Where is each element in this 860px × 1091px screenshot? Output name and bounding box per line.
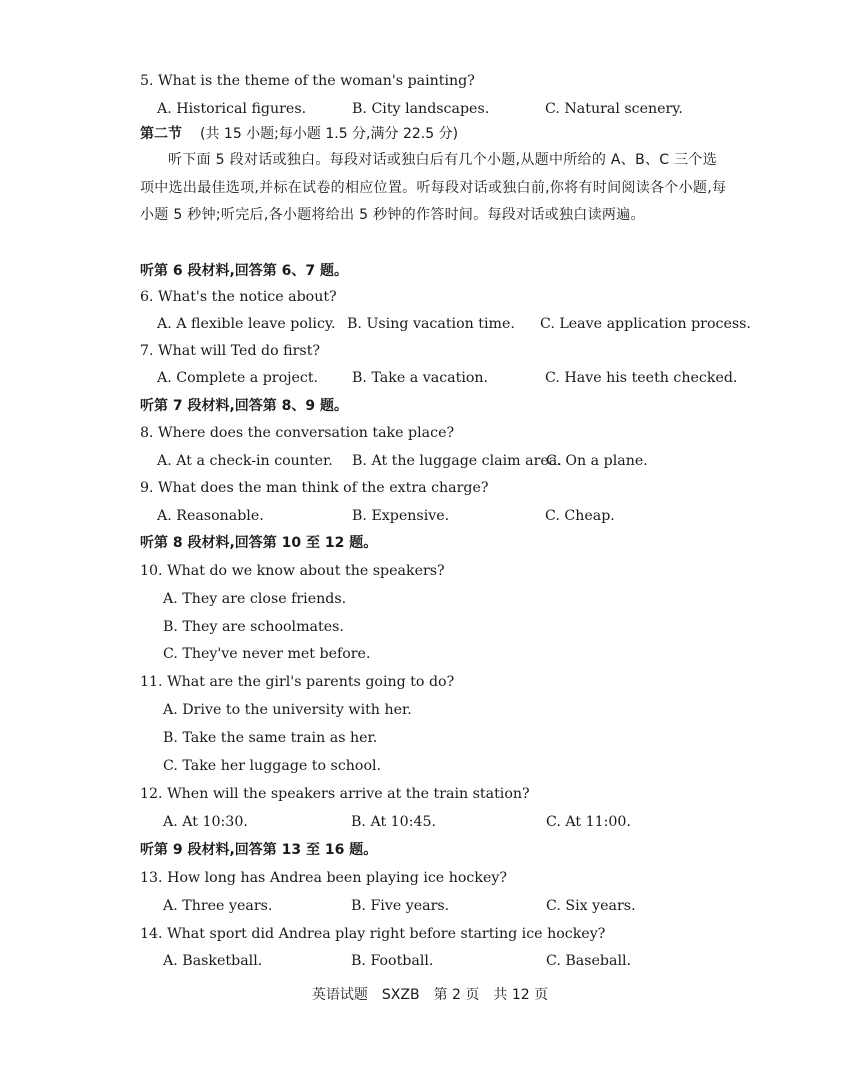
q12-option-a: A. At 10:30.	[163, 814, 248, 830]
q14-option-b: B. Football.	[351, 953, 434, 969]
question-11: 11. What are the girl's parents going to do?	[140, 674, 455, 690]
question-14: 14. What sport did Andrea play right before starting ice hockey?	[140, 926, 606, 942]
q13-option-c: C. Six years.	[546, 898, 636, 914]
q10-option-c: C. They've never met before.	[163, 646, 371, 662]
material-6-heading: 听第 6 段材料,回答第 6、7 题。	[140, 263, 349, 279]
q9-option-c: C. Cheap.	[545, 508, 615, 524]
q9-option-b: B. Expensive.	[352, 508, 450, 524]
q5-option-a: A. Historical figures.	[157, 101, 307, 117]
q10-option-a: A. They are close friends.	[163, 591, 347, 607]
q10-option-b: B. They are schoolmates.	[163, 619, 344, 635]
question-10: 10. What do we know about the speakers?	[140, 563, 445, 579]
material-8-heading: 听第 8 段材料,回答第 10 至 12 题。	[140, 535, 378, 551]
question-6: 6. What's the notice about?	[140, 289, 337, 305]
q7-option-b: B. Take a vacation.	[352, 370, 489, 386]
question-5: 5. What is the theme of the woman's painting?	[140, 73, 475, 89]
q11-option-b: B. Take the same train as her.	[163, 730, 378, 746]
q13-option-a: A. Three years.	[163, 898, 273, 914]
material-9-heading: 听第 9 段材料,回答第 13 至 16 题。	[140, 842, 378, 858]
question-13: 13. How long has Andrea been playing ice hockey?	[140, 870, 507, 886]
q14-option-c: C. Baseball.	[546, 953, 632, 969]
section-title: 第二节	[140, 126, 182, 142]
q12-option-b: B. At 10:45.	[351, 814, 437, 830]
section-note: (共 15 小题;每小题 1.5 分,满分 22.5 分)	[200, 126, 459, 142]
question-12: 12. When will the speakers arrive at the train station?	[140, 786, 530, 802]
q11-option-a: A. Drive to the university with her.	[163, 702, 412, 718]
q9-option-a: A. Reasonable.	[157, 508, 264, 524]
q6-option-c: C. Leave application process.	[540, 316, 751, 332]
q8-option-c: C. On a plane.	[546, 453, 648, 469]
q11-option-c: C. Take her luggage to school.	[163, 758, 382, 774]
q12-option-c: C. At 11:00.	[546, 814, 631, 830]
q14-option-a: A. Basketball.	[163, 953, 263, 969]
q5-option-c: C. Natural scenery.	[545, 101, 683, 117]
q6-option-b: B. Using vacation time.	[347, 316, 515, 332]
question-8: 8. Where does the conversation take place?	[140, 425, 455, 441]
material-7-heading: 听第 7 段材料,回答第 8、9 题。	[140, 398, 349, 414]
section-instructions: 听下面 5 段对话或独白。每段对话或独白后有几个小题,从题中所给的 A、B、C 三个选项中选出最佳选项,并标在试卷的相应位置。听每段对话或独白前,你将有时间阅读各个小题,每小题 5 秒钟;听完后,各小题将给出 5 秒钟的作答时间。每段对话或独白读两遍。	[140, 152, 727, 223]
q6-option-a: A. A flexible leave policy.	[157, 316, 336, 332]
question-7: 7. What will Ted do first?	[140, 343, 321, 359]
page-footer: 英语试题 SXZB 第 2 页 共 12 页	[311, 987, 549, 1003]
q8-option-a: A. At a check-in counter.	[157, 453, 333, 469]
q7-option-c: C. Have his teeth checked.	[545, 370, 738, 386]
q13-option-b: B. Five years.	[351, 898, 450, 914]
q7-option-a: A. Complete a project.	[157, 370, 319, 386]
q8-option-b: B. At the luggage claim area.	[352, 453, 562, 469]
q5-option-b: B. City landscapes.	[352, 101, 490, 117]
question-9: 9. What does the man think of the extra charge?	[140, 480, 489, 496]
